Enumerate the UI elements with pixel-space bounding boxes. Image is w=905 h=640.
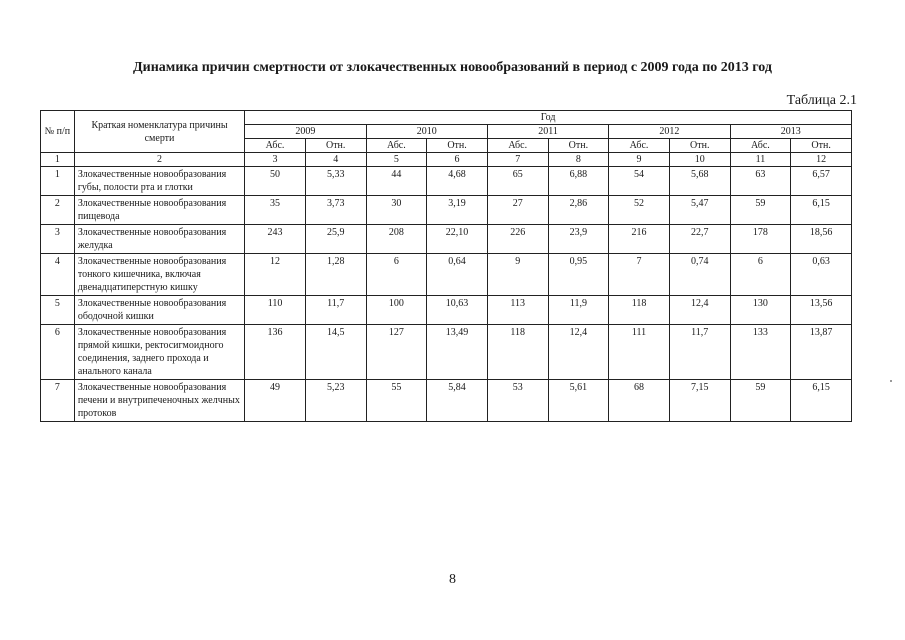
cell-abs-value: 6 bbox=[366, 254, 427, 296]
header-abs: Абс. bbox=[366, 139, 427, 153]
header-abs: Абс. bbox=[609, 139, 670, 153]
row-cause-name: Злокачественные новообразования пищевода bbox=[74, 196, 244, 225]
cell-abs-value: 63 bbox=[730, 167, 791, 196]
cell-abs-value: 54 bbox=[609, 167, 670, 196]
column-index: 1 bbox=[41, 153, 75, 167]
header-otn: Отн. bbox=[669, 139, 730, 153]
cell-rel-value: 13,56 bbox=[791, 296, 852, 325]
header-otn: Отн. bbox=[305, 139, 366, 153]
column-index: 3 bbox=[245, 153, 306, 167]
header-year: 2011 bbox=[487, 125, 608, 139]
cell-abs-value: 59 bbox=[730, 380, 791, 422]
cell-rel-value: 3,19 bbox=[427, 196, 488, 225]
header-otn: Отн. bbox=[791, 139, 852, 153]
column-index: 2 bbox=[74, 153, 244, 167]
cell-abs-value: 118 bbox=[609, 296, 670, 325]
row-number: 6 bbox=[41, 325, 75, 380]
cell-abs-value: 216 bbox=[609, 225, 670, 254]
cell-abs-value: 9 bbox=[487, 254, 548, 296]
cell-abs-value: 127 bbox=[366, 325, 427, 380]
header-name: Краткая номенклатура причины смерти bbox=[74, 111, 244, 153]
cell-rel-value: 12,4 bbox=[548, 325, 609, 380]
table-row bbox=[41, 254, 852, 296]
row-number: 7 bbox=[41, 380, 75, 422]
cell-rel-value: 11,7 bbox=[669, 325, 730, 380]
table-row bbox=[41, 196, 852, 225]
cell-rel-value: 13,87 bbox=[791, 325, 852, 380]
row-cause-name: Злокачественные новообразования ободочной кишки bbox=[74, 296, 244, 325]
header-abs: Абс. bbox=[245, 139, 306, 153]
table-row bbox=[41, 325, 852, 380]
cell-abs-value: 133 bbox=[730, 325, 791, 380]
cell-rel-value: 4,68 bbox=[427, 167, 488, 196]
table-row bbox=[41, 296, 852, 325]
header-otn: Отн. bbox=[427, 139, 488, 153]
column-index-row bbox=[41, 153, 852, 167]
margin-dot bbox=[890, 380, 892, 382]
cell-abs-value: 7 bbox=[609, 254, 670, 296]
row-cause-name: Злокачественные новообразования прямой кишки, ректосигмоидного соединения, заднего прохода и анального канала bbox=[74, 325, 244, 380]
cell-abs-value: 30 bbox=[366, 196, 427, 225]
column-index: 12 bbox=[791, 153, 852, 167]
cell-rel-value: 6,57 bbox=[791, 167, 852, 196]
cell-rel-value: 11,9 bbox=[548, 296, 609, 325]
cell-rel-value: 1,28 bbox=[305, 254, 366, 296]
cell-rel-value: 5,47 bbox=[669, 196, 730, 225]
document-title: Динамика причин смертности от злокачественных новообразований в период с 2009 года по 2013 год bbox=[133, 60, 772, 75]
cell-abs-value: 136 bbox=[245, 325, 306, 380]
cell-abs-value: 226 bbox=[487, 225, 548, 254]
cell-rel-value: 11,7 bbox=[305, 296, 366, 325]
row-cause-name: Злокачественные новообразования губы, полости рта и глотки bbox=[74, 167, 244, 196]
column-index: 7 bbox=[487, 153, 548, 167]
cell-abs-value: 50 bbox=[245, 167, 306, 196]
cell-rel-value: 6,15 bbox=[791, 380, 852, 422]
header-year: 2009 bbox=[245, 125, 366, 139]
cell-abs-value: 65 bbox=[487, 167, 548, 196]
cell-rel-value: 25,9 bbox=[305, 225, 366, 254]
row-number: 2 bbox=[41, 196, 75, 225]
column-index: 8 bbox=[548, 153, 609, 167]
cell-abs-value: 6 bbox=[730, 254, 791, 296]
column-index: 4 bbox=[305, 153, 366, 167]
header-otn: Отн. bbox=[548, 139, 609, 153]
cell-abs-value: 130 bbox=[730, 296, 791, 325]
column-index: 9 bbox=[609, 153, 670, 167]
cell-rel-value: 0,64 bbox=[427, 254, 488, 296]
table-label: Таблица 2.1 bbox=[786, 93, 857, 108]
cell-abs-value: 178 bbox=[730, 225, 791, 254]
row-number: 5 bbox=[41, 296, 75, 325]
header-year: 2013 bbox=[730, 125, 851, 139]
cell-abs-value: 52 bbox=[609, 196, 670, 225]
cell-rel-value: 13,49 bbox=[427, 325, 488, 380]
cell-rel-value: 0,95 bbox=[548, 254, 609, 296]
cell-abs-value: 111 bbox=[609, 325, 670, 380]
cell-abs-value: 68 bbox=[609, 380, 670, 422]
column-index: 10 bbox=[669, 153, 730, 167]
cell-rel-value: 5,68 bbox=[669, 167, 730, 196]
cell-abs-value: 59 bbox=[730, 196, 791, 225]
cell-rel-value: 6,88 bbox=[548, 167, 609, 196]
cell-abs-value: 12 bbox=[245, 254, 306, 296]
row-number: 3 bbox=[41, 225, 75, 254]
table-body bbox=[41, 167, 852, 422]
cell-abs-value: 113 bbox=[487, 296, 548, 325]
cell-rel-value: 2,86 bbox=[548, 196, 609, 225]
cell-abs-value: 118 bbox=[487, 325, 548, 380]
cell-rel-value: 3,73 bbox=[305, 196, 366, 225]
table-row bbox=[41, 225, 852, 254]
cell-rel-value: 12,4 bbox=[669, 296, 730, 325]
cell-abs-value: 110 bbox=[245, 296, 306, 325]
column-index: 5 bbox=[366, 153, 427, 167]
header-abs: Абс. bbox=[487, 139, 548, 153]
cell-rel-value: 10,63 bbox=[427, 296, 488, 325]
cell-rel-value: 23,9 bbox=[548, 225, 609, 254]
cell-abs-value: 208 bbox=[366, 225, 427, 254]
cell-rel-value: 5,61 bbox=[548, 380, 609, 422]
cell-abs-value: 100 bbox=[366, 296, 427, 325]
cell-rel-value: 14,5 bbox=[305, 325, 366, 380]
header-year: 2012 bbox=[609, 125, 730, 139]
table-row bbox=[41, 380, 852, 422]
cell-rel-value: 18,56 bbox=[791, 225, 852, 254]
header-num: № п/п bbox=[41, 111, 75, 153]
cell-abs-value: 44 bbox=[366, 167, 427, 196]
cell-abs-value: 243 bbox=[245, 225, 306, 254]
header-abs: Абс. bbox=[730, 139, 791, 153]
cell-rel-value: 5,23 bbox=[305, 380, 366, 422]
cell-abs-value: 27 bbox=[487, 196, 548, 225]
cell-rel-value: 0,74 bbox=[669, 254, 730, 296]
cell-rel-value: 5,33 bbox=[305, 167, 366, 196]
cell-abs-value: 49 bbox=[245, 380, 306, 422]
row-number: 4 bbox=[41, 254, 75, 296]
cell-abs-value: 55 bbox=[366, 380, 427, 422]
cell-rel-value: 6,15 bbox=[791, 196, 852, 225]
header-year: 2010 bbox=[366, 125, 487, 139]
row-cause-name: Злокачественные новообразования печени и внутрипеченочных желчных протоков bbox=[74, 380, 244, 422]
header-year-group: Год bbox=[245, 111, 852, 125]
row-cause-name: Злокачественные новообразования желудка bbox=[74, 225, 244, 254]
cell-rel-value: 22,7 bbox=[669, 225, 730, 254]
row-number: 1 bbox=[41, 167, 75, 196]
mortality-table bbox=[40, 110, 852, 422]
cell-rel-value: 5,84 bbox=[427, 380, 488, 422]
cell-rel-value: 22,10 bbox=[427, 225, 488, 254]
table-row bbox=[41, 167, 852, 196]
cell-rel-value: 7,15 bbox=[669, 380, 730, 422]
cell-rel-value: 0,63 bbox=[791, 254, 852, 296]
column-index: 11 bbox=[730, 153, 791, 167]
cell-abs-value: 53 bbox=[487, 380, 548, 422]
page-number: 8 bbox=[449, 572, 456, 587]
row-cause-name: Злокачественные новообразования тонкого кишечника, включая двенадцатиперстную кишку bbox=[74, 254, 244, 296]
cell-abs-value: 35 bbox=[245, 196, 306, 225]
column-index: 6 bbox=[427, 153, 488, 167]
